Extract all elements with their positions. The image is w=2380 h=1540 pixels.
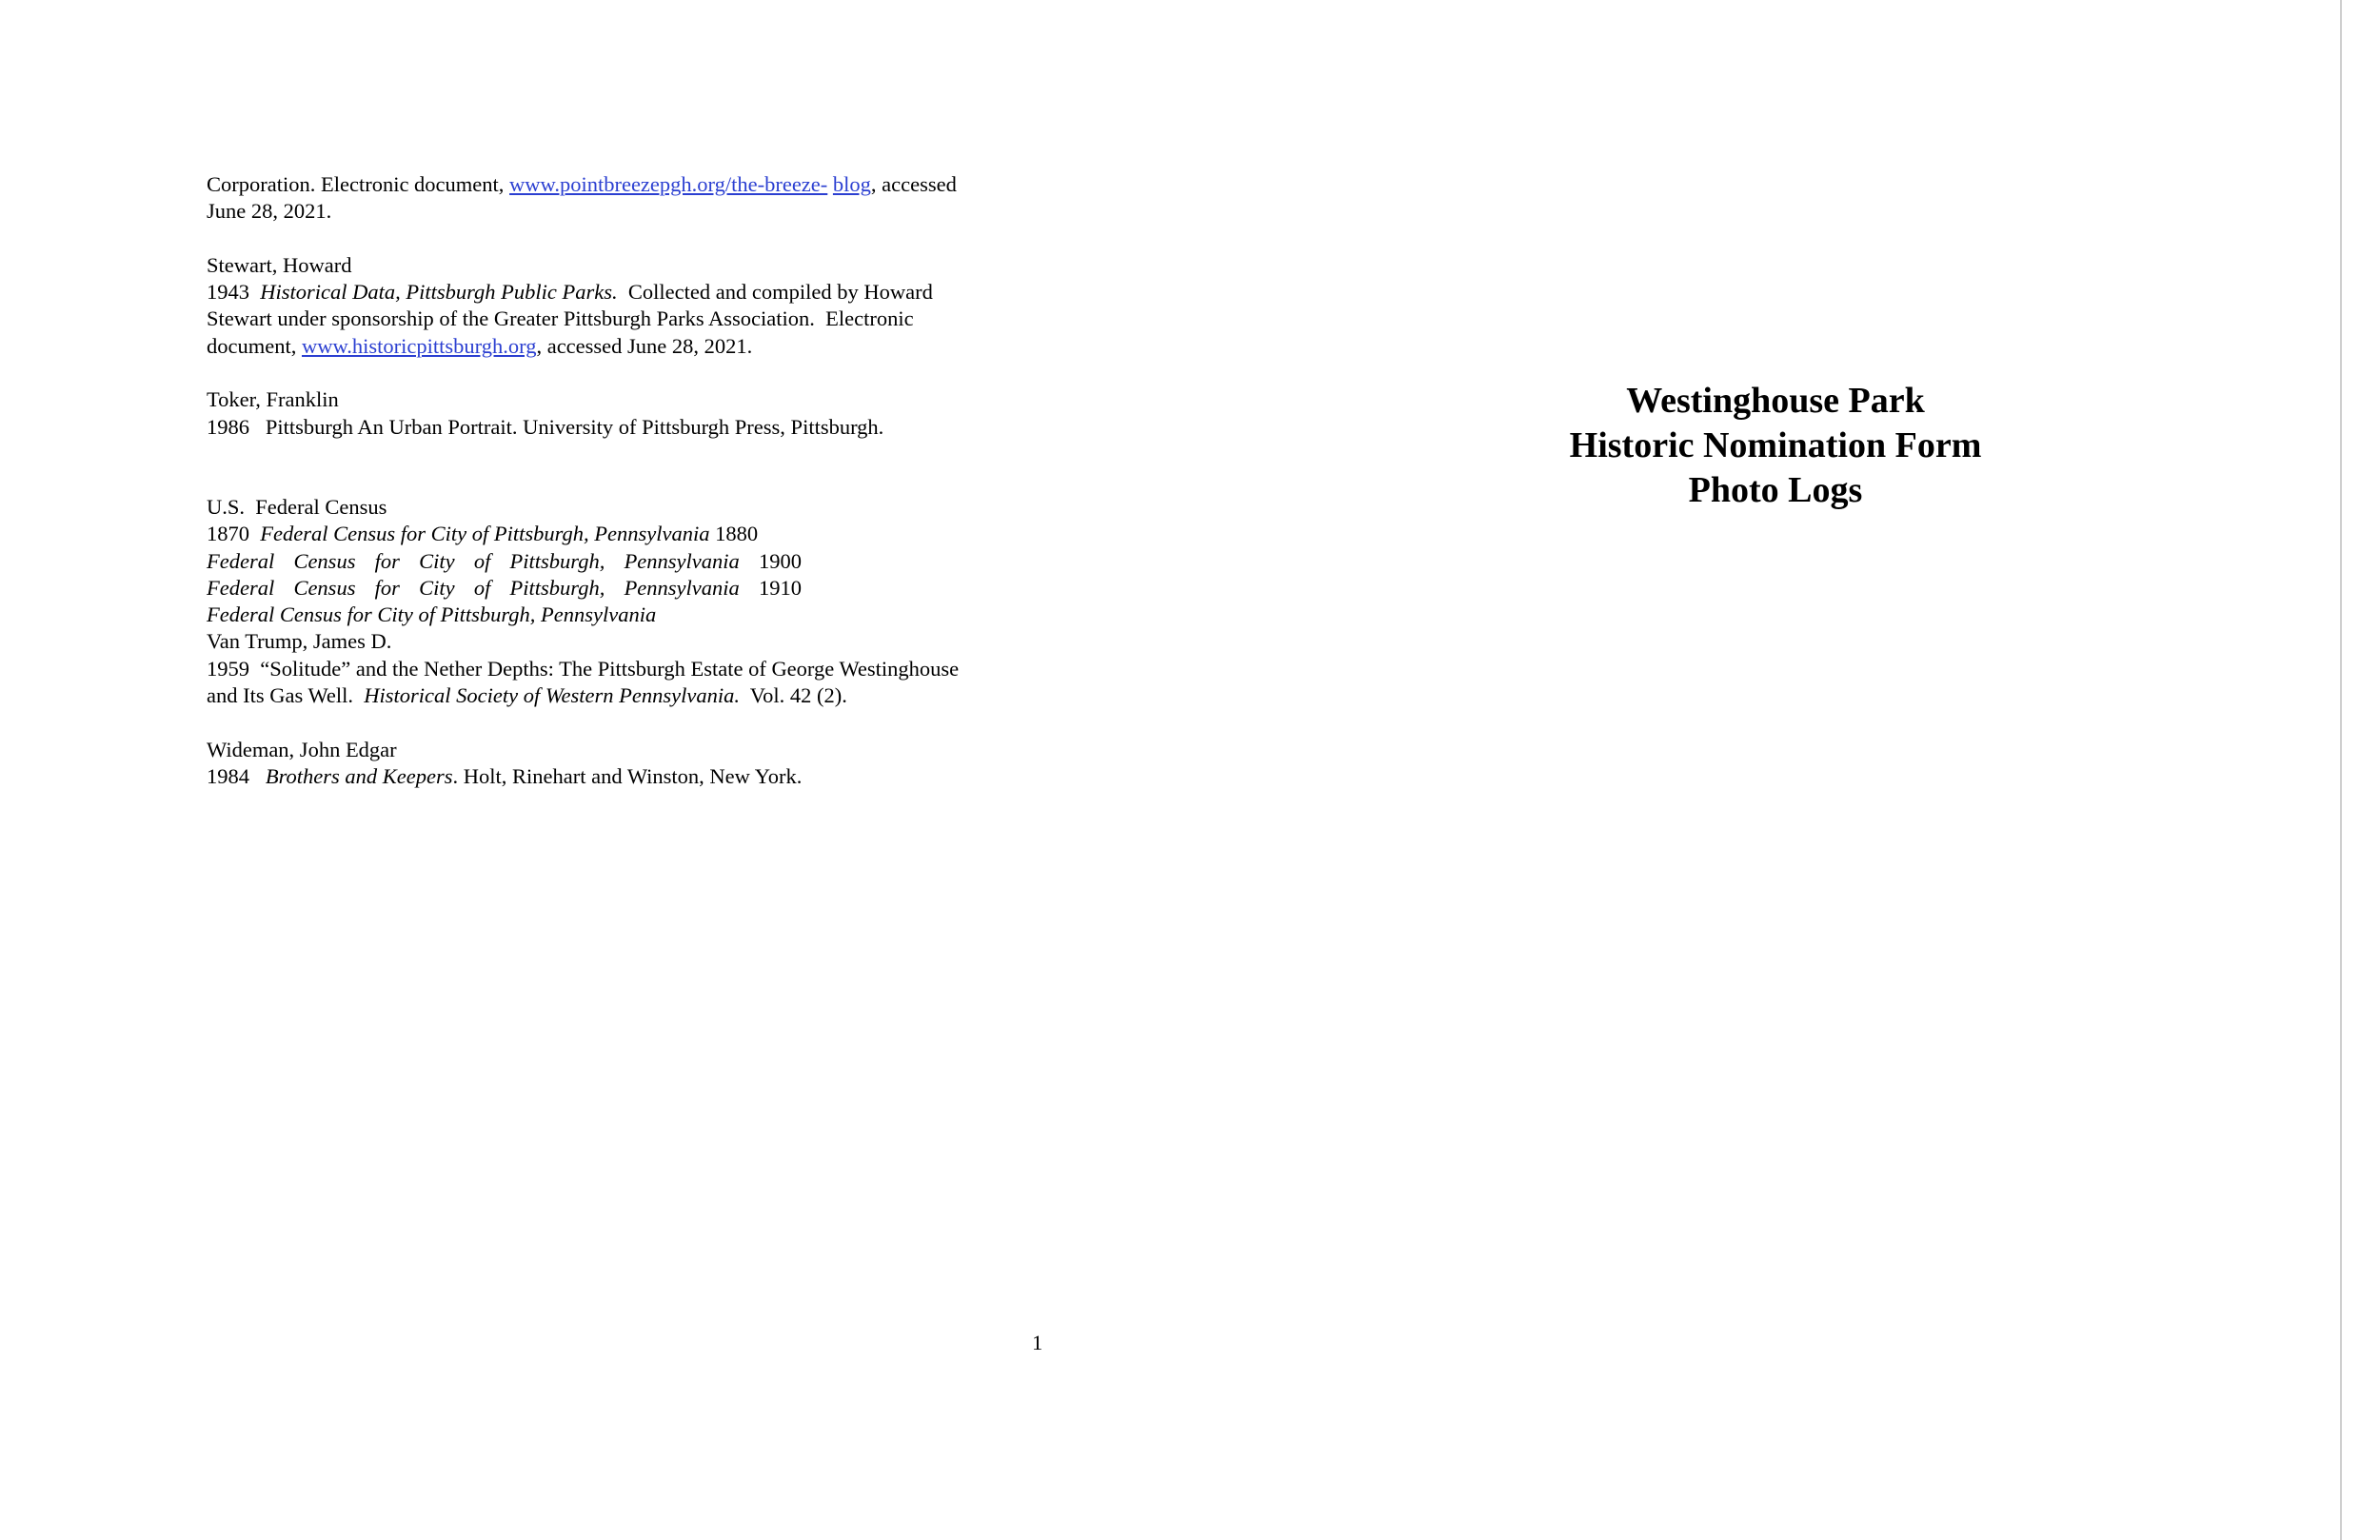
bib-year: 1984 (207, 763, 249, 788)
blog-link[interactable]: blog (832, 172, 871, 196)
bib-word: Federal (207, 548, 275, 573)
bib-text: , accessed (870, 172, 957, 196)
bib-word: Federal (207, 575, 275, 600)
bib-entry-wideman-line1 (207, 763, 1035, 790)
bib-word: City (419, 548, 455, 573)
bib-entry-corporation-line2: June 28, 2021. (207, 199, 332, 224)
bib-entry-corporation-line1 (207, 171, 1035, 198)
bib-text: document, (207, 333, 302, 358)
page-edge (2340, 0, 2380, 1540)
spacer (207, 709, 1035, 736)
bib-word: Pittsburgh, (509, 575, 605, 600)
bib-title: Brothers and Keepers (265, 763, 453, 788)
bib-entry-census-line2 (207, 548, 802, 575)
bib-text: Vol. 42 (2). (739, 683, 847, 708)
bib-word: Pennsylvania (624, 548, 740, 573)
bib-year: 1943 (207, 280, 249, 305)
cover-page (1185, 0, 2340, 1540)
bib-entry-vantrump-line1: 1959 “Solitude” and the Nether Depths: The Pittsburgh Estate of George Westinghouse (207, 656, 960, 681)
cover-title-line3: Photo Logs (1688, 470, 1863, 510)
cover-title-line2: Historic Nomination Form (1569, 425, 1982, 465)
spacer (207, 226, 1035, 252)
pointbreeze-link[interactable]: www.pointbreezepgh.org/the-breeze- (509, 172, 828, 196)
bib-text: and Its Gas Well. (207, 683, 365, 708)
bib-author-vantrump: Van Trump, James D. (207, 629, 392, 654)
bib-entry-census-line1 (207, 521, 1035, 547)
bib-entry-stewart-line3 (207, 333, 1035, 360)
bib-author-stewart: Stewart, Howard (207, 252, 352, 277)
bib-entry-toker-line1: 1986 Pittsburgh An Urban Portrait. University of Pittsburgh Press, Pittsburgh. (207, 414, 884, 439)
spacer (207, 360, 1035, 386)
bib-entry-stewart-line1 (207, 279, 1035, 306)
bib-word: of (473, 548, 491, 573)
spacer (207, 441, 1035, 494)
cover-title (1471, 379, 2080, 513)
bib-text: , accessed June 28, 2021. (536, 333, 753, 358)
bib-journal: Historical Society of Western Pennsylvania. (364, 683, 740, 708)
page-number: 1 (1032, 1331, 1043, 1354)
cover-title-line1: Westinghouse Park (1626, 381, 1925, 421)
bib-entry-stewart-line2: Stewart under sponsorship of the Greater Pittsburgh Parks Association. Electronic (207, 306, 914, 331)
bib-word: Census (293, 548, 356, 573)
bib-word: Pennsylvania (624, 575, 740, 600)
bibliography-list (207, 171, 1035, 790)
bib-year: 1900 (758, 548, 802, 573)
bib-entry-census-line4: Federal Census for City of Pittsburgh, Pennsylvania (207, 602, 657, 627)
bib-word: of (473, 575, 491, 600)
bib-word: Pittsburgh, (509, 548, 605, 573)
bib-entry-vantrump-line2 (207, 682, 1035, 709)
bib-title: Federal Census for City of Pittsburgh, Pennsylvania (260, 522, 710, 546)
bib-word: City (419, 575, 455, 600)
bib-entry-census-line3 (207, 575, 802, 602)
bib-text: . Holt, Rinehart and Winston, New York. (452, 763, 803, 788)
bibliography-page (0, 0, 1185, 1540)
bib-author-toker: Toker, Franklin (207, 387, 339, 412)
bib-text: Collected and compiled by Howard (617, 280, 933, 305)
bib-author-census: U.S. Federal Census (207, 494, 387, 519)
bib-author-wideman: Wideman, John Edgar (207, 737, 397, 761)
bib-word: for (374, 548, 400, 573)
bib-year: 1880 (715, 522, 759, 546)
bib-word: for (374, 575, 400, 600)
bib-year: 1910 (758, 575, 802, 600)
bib-word: Census (293, 575, 356, 600)
historicpittsburgh-link[interactable]: www.historicpittsburgh.org (301, 333, 537, 358)
bib-year: 1870 (207, 522, 249, 546)
bib-text: Corporation. Electronic document, (207, 172, 510, 196)
bib-title: Historical Data, Pittsburgh Public Parks. (260, 280, 618, 305)
